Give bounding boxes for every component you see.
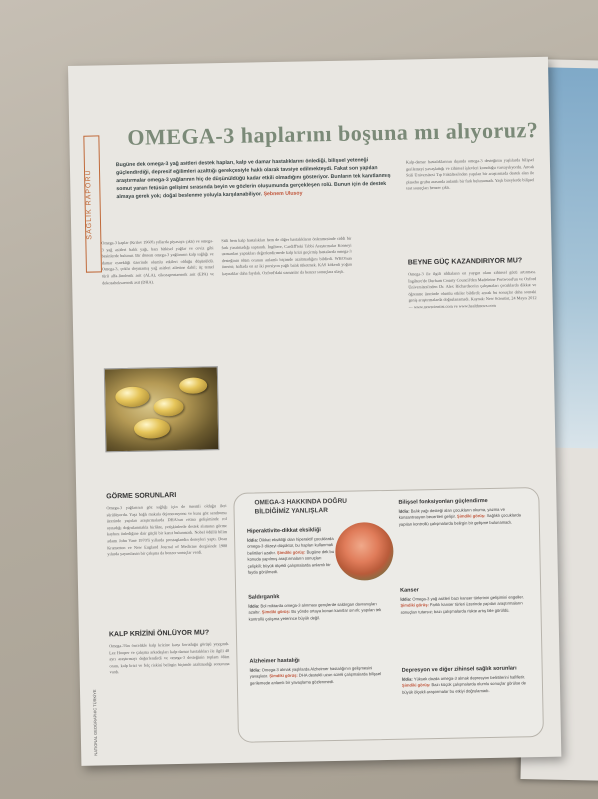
subhead-gorme-sorunlari: GÖRME SORUNLARI: [106, 492, 177, 501]
truth-text: DHA destekli uzun süreli çalışmalarda bilişsel gerilemede anlamlı bir yavaşlama gözlenmedi.: [249, 671, 382, 686]
truth-label: Şimdiki görüş:: [269, 673, 298, 679]
claim-text: Omega-3 almak yaşlılarda Alzheimer hastalığının gelişmesini yavaşlatır.: [249, 665, 373, 680]
myth-aggression-title: Saldırganlık: [248, 594, 280, 601]
claim-text: Omega-3 yağ asitleri bazı kanser türlerinin gelişimini engeller.: [412, 594, 524, 602]
magazine-page: [68, 57, 561, 766]
claim-label: İddia:: [249, 667, 261, 673]
truth-text: Sağlıklı çocuklarda yapılan kontrollü çalışmalarda belirgin bir gelişme bulunamadı.: [398, 512, 521, 527]
truth-label: Şimdiki görüş:: [261, 609, 291, 615]
claim-label: İddia:: [398, 508, 410, 514]
myth-hyperactivity-title: Hiperaktivite-dikkat eksikliği: [246, 527, 322, 535]
article-headline: OMEGA-3 haplarını boşuna mı alıyoruz?: [127, 116, 539, 150]
claim-text: Yüksek dozda omega-3 almak depresyon belirtilerini hafifletir.: [413, 674, 526, 682]
myth-cancer-text: [400, 594, 533, 657]
article-lead: [116, 156, 397, 201]
body-column-3b: [408, 269, 540, 476]
myth-box-title: OMEGA-3 HAKKINDA DOĞRU BİLDİĞİMİZ YANLIŞLAR: [254, 497, 348, 516]
body-column-3: [406, 157, 536, 254]
body-text: Omega-3 yağlarının göz sağlığı için de önemli olduğu ileri sürülüyordu. Yaşa bağlı makula dejenerasyonu ve kuru göz sendromu üzerinde yapılan araştırmalarda DHA'nın retina gelişiminde rol oynadığı doğrulanmakla birlikte, yetişkinlerde destek alımının görme kaybını önlediğine dair güçlü bir kanıt bulunmadı. Nobel ödüllü bilim adamı John Vane 1970'li yıllarda prostaglandin deneyleri yaptı. Dean Kramerton ve New England Journal of Medicine dergisinde 1988 yılında yayımlanan bir çalışma da benzer sonuçlar verdi.: [106, 503, 228, 557]
claim-label: İddia:: [401, 676, 413, 682]
body-column-2: [221, 236, 356, 483]
body-text: Omega-3 kaplar (Krilov 1960'lı yıllarda piyasaya çıktı) ve omega-3 yağ asitleri balık yağı, bazı bitkisel yağlar ve ceviz gibi besinlerde bulunur. Bir dönem omega-3 yağlarının kalp sağlığı ve damar esnekliği üzerinde olumlu etkileri olduğu düşünüldü. Omega-3, çoklu doymamış yağ asitleri ailesine dahil; üç temel türü alfa-linolenik asit (ALA), eikozapentaenoik asit (EPA) ve dokozaheksaenoik asit (DHA).: [101, 238, 215, 285]
section-label: SAĞLIK RAPORU: [83, 135, 102, 272]
capsule-shape: [179, 377, 207, 394]
myth-cancer-title: Kanser: [400, 587, 419, 594]
byline: Şebnem Ulusoy: [263, 190, 303, 198]
lead-text: Bugüne dek omega-3 yağ asitleri destek hapları, kalp ve damar hastalıklarını önlediği, bilişsel yeteneği güçlendirdiği, depresif eğilimleri azalttığı gerekçesiyle haklı olarak tavsiye edilmekteydi. Fakat son yapılan araştırmalar omega-3 yağlarının hiç de düşünüldüğü kadar etkili olmadığını gösteriyor. Bunların tek kanıtlanmış somut yararı fetüsün gelişimi sırasında beyin ve gözlerin oluşumunda gerçekleşen rolü. Bunun için de destek almaya gerek yok; doğal beslenme yoluyla karşılanabiliyor.: [115, 157, 391, 201]
claim-text: Balık yağı desteği alan çocukların okuma, yazma ve konsantrasyon becerileri gelişir.: [398, 506, 505, 521]
truth-text: Farklı kanser türleri üzerinde yapılan araştırmaların sonuçları tutarsız; bazı çalışmalarda riskte artış bile görüldü.: [400, 600, 523, 615]
truth-label: Şimdiki görüş:: [456, 513, 486, 520]
omega3-capsules-photo: [104, 366, 220, 452]
truth-text: Bu yönde ortaya konan kanıtlar sınırlı; yapılan tek kontrollü çalışma yeterince büyük değil.: [248, 607, 382, 622]
myth-cognitive-text: [399, 506, 532, 569]
claim-label: İddia:: [247, 537, 259, 543]
myth-alzheimer-title: Alzheimer hastalığı: [249, 657, 300, 665]
body-column-1: [101, 238, 215, 365]
body-text: Omega-3'ün öncelikle kalp krizine karşı koruduğu görüşü yaygındı. Lee Hooper ve çalışma arkadaşları kalp-damar hastalıkları ile ilgili 48 ayrı araştırmayı değerlendirdi ve omega-3 desteğinin toplam ölüm oranı, kalp krizi ve felç riskini belirgin biçimde azaltmadığı sonucuna vardı.: [109, 641, 230, 675]
myth-hyperactivity-text: [247, 536, 336, 588]
myth-cognitive-title: Bilişsel fonksiyonları güçlendirme: [398, 498, 488, 506]
truth-label: Şimdiki görüş:: [276, 549, 306, 555]
body-gorme: [106, 503, 228, 625]
claim-label: İddia:: [400, 596, 412, 602]
truth-label: Şimdiki görüş:: [400, 602, 429, 609]
body-text: Omega-3 ile ilgili iddiaların en yaygın olanı zihinsel gücü artırması. İngiltere'de Durham County Council'den Madeleine Portwood'un ve Oxford Üniversitesi'nden Dr. Alex Richardson'ın çalışmaları çocuklarda dikkat ve öğrenme üzerinde olumlu etkiler bildirdi; ancak bu sonuçlar daha sonraki geniş araştırmalarda doğrulanamadı. Kaynak: New Scientist, 24 Mayıs 2012 — www.newscientist.com ve www.healthnews.com: [408, 269, 537, 310]
body-text: Kalp-damar hastalıklarının dışında omega-3 desteğinin yaşlılarda bilişsel gerilemeyi yavaşlattığı ve zihinsel işlevleri koruduğu varsayılıyordu. Ancak Stili Üniversitesi Tıp Fakültesi'nden yapılan bir araştırmada destek alan ile plasebo grubu arasında anlamlı bir fark bulunamadı. Yaşlı bireylerde bilişsel test sonuçları benzer çıktı.: [405, 157, 535, 191]
myth-depression-title: Depresyon ve diğer zihinsel sağlık sorunları: [401, 665, 517, 674]
claim-text: Bol miktarda omega-3 alınması gençlerde saldırgan davranışları azaltır.: [248, 601, 377, 616]
myth-alzheimer-text: [250, 665, 389, 728]
truth-text: Bugüne dek bu konuda yapılmış araştırmaların sonuçları çelişkili; büyük ölçekli çalışmalarda anlamlı bir fayda görülmedi.: [247, 548, 335, 575]
capsule-shape: [134, 418, 170, 439]
truth-label: Şimdiki görüş:: [401, 682, 431, 689]
claim-label: İddia:: [248, 603, 260, 609]
myth-depression-text: [402, 674, 535, 732]
magazine-side-footer: NATIONAL GEOGRAPHIC TÜRKİYE: [91, 689, 99, 756]
subhead-beyne-guc: BEYNE GÜÇ KAZANDIRIYOR MU?: [407, 257, 523, 267]
body-kalp: [109, 641, 231, 743]
capsule-shape: [153, 398, 183, 417]
capsule-shape: [115, 387, 149, 408]
myth-aggression-text: [248, 601, 387, 652]
claim-text: Dikkat eksikliği olan hiperaktif çocuklarda omega-3 düzeyi düşüktür, bu hapları kullanmak belirtileri azaltır.: [247, 535, 334, 556]
body-text: Stili hem kalp hastalıkları hem de diğer hastalıkların önlenmesinde ciddi bir fark yaratmadığı saptandı. İngiltere, Cardiff'teki Tıbbi Araştırmalar Konseyi uzmanları yaptıkları değerlendirmede kalp krizi geçirmiş hastalarda omega-3 desteğinin ölüm oranını anlamlı biçimde azaltmadığını bildirdi. WHO'nun önerisi; haftada en az iki porsiyon yağlı balık tüketmek. KAS kökenli yoğun kaynaklar daha faydalı. Oxford'daki uzmanlar da benzer sonuçlara ulaştı.: [221, 235, 352, 277]
subhead-kalp-krizi: KALP KRİZİNİ ÖNLÜYOR MU?: [108, 629, 210, 639]
truth-text: Bazı küçük çalışmalarda olumlu sonuçlar görülse de büyük ölçekli araştırmalar bu etkiyi doğrulamadı.: [402, 680, 526, 695]
